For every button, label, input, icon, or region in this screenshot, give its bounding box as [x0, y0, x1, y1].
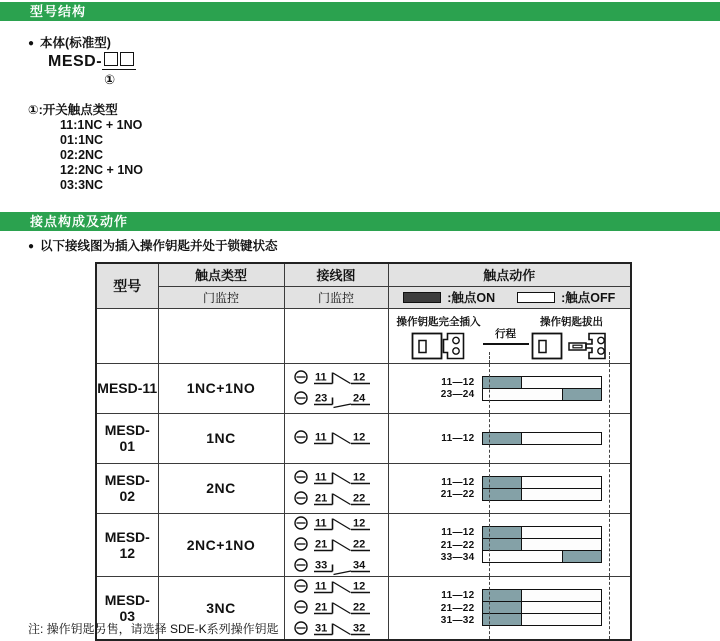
subheader-door-monitor-1: 门监控 — [158, 286, 284, 308]
svg-text:11: 11 — [315, 580, 327, 592]
wiring-contact-nc-icon — [293, 598, 379, 618]
svg-text:12: 12 — [353, 517, 366, 529]
wiring-contact-nc-icon — [293, 514, 379, 534]
bar-segment-off — [521, 539, 600, 550]
col-header-action: 触点动作 — [388, 263, 631, 286]
bar-segment-off — [483, 389, 563, 400]
model-number-pattern — [48, 52, 136, 71]
terminal-pair-label: 21—22 — [440, 602, 475, 614]
model-cell: MESD-11 — [96, 363, 158, 413]
action-row — [389, 489, 631, 501]
wiring-diagram — [285, 368, 388, 409]
bar-segment-off — [521, 377, 600, 388]
stroke-dash-line — [609, 464, 610, 513]
wiring-diagram — [285, 428, 388, 448]
svg-text:33: 33 — [315, 559, 328, 571]
action-bar — [482, 489, 602, 501]
wiring-diagram — [285, 577, 388, 639]
wiring-contact-nc-icon — [293, 489, 379, 509]
stroke-indicator — [483, 326, 529, 345]
type-option: 02:2NC — [60, 148, 104, 162]
legend-off-swatch-icon — [517, 292, 555, 303]
wiring-contact-no-icon — [293, 389, 379, 409]
action-bar — [482, 551, 602, 563]
bar-segment-off — [521, 433, 600, 444]
action-cell — [388, 463, 631, 513]
action-bars — [389, 589, 631, 626]
svg-text:22: 22 — [353, 492, 366, 504]
legend-off-label: :触点OFF — [561, 291, 616, 305]
wiring-cell — [284, 463, 388, 513]
svg-text:21: 21 — [315, 538, 328, 550]
wiring-diagram — [285, 468, 388, 509]
stroke-dash-line — [489, 364, 490, 413]
bar-segment-off — [521, 614, 600, 625]
action-row — [389, 432, 631, 445]
key-removed-label: 操作钥匙拔出 — [540, 316, 603, 328]
contact-state-legend — [389, 288, 631, 306]
type-option: 12:2NC + 1NO — [60, 163, 144, 177]
table-row — [96, 413, 631, 463]
stroke-dash-line — [609, 577, 610, 639]
action-row — [389, 602, 631, 614]
action-cell — [388, 513, 631, 576]
svg-text:32: 32 — [353, 622, 366, 634]
table-row — [96, 463, 631, 513]
action-bar — [482, 614, 602, 626]
terminal-pair-label: 11—12 — [441, 590, 475, 601]
action-cell — [388, 363, 631, 413]
key-state-diagram — [389, 310, 631, 361]
svg-text:31: 31 — [315, 622, 328, 634]
svg-text:22: 22 — [353, 538, 366, 550]
type-option: 03:3NC — [60, 178, 104, 192]
col-header-contact-type: 触点类型 — [158, 263, 284, 286]
action-row — [389, 539, 631, 551]
key-inserted-icon — [411, 331, 467, 361]
svg-text:21: 21 — [315, 492, 328, 504]
table-row — [96, 363, 631, 413]
stroke-dash-line — [489, 464, 490, 513]
model-cell: MESD-02 — [96, 463, 158, 513]
svg-text:11: 11 — [315, 371, 327, 383]
col-header-model: 型号 — [96, 263, 158, 308]
bar-segment-off — [483, 551, 563, 562]
wiring-cell — [284, 363, 388, 413]
terminal-pair-label: 31—32 — [440, 614, 475, 626]
svg-text:12: 12 — [353, 431, 366, 444]
bar-segment-off — [521, 590, 600, 601]
legend-cell — [388, 286, 631, 308]
empty-cell — [158, 308, 284, 363]
stroke-line-icon — [483, 343, 529, 345]
action-row — [389, 551, 631, 563]
key-inserted-group — [397, 314, 481, 361]
bar-segment-on — [562, 551, 600, 562]
model-digit-boxes — [102, 52, 136, 70]
digit-box-icon — [120, 52, 134, 66]
bullet-icon: ● — [28, 241, 35, 252]
type-option: 11:1NC + 1NO — [60, 118, 143, 132]
contact-type-cell: 3NC — [158, 576, 284, 640]
svg-text:21: 21 — [315, 601, 328, 613]
model-cell: MESD-12 — [96, 513, 158, 576]
wiring-contact-nc-icon — [293, 468, 379, 488]
wiring-cell — [284, 413, 388, 463]
contact-type-cell: 1NC — [158, 413, 284, 463]
action-bar — [482, 589, 602, 602]
action-bars — [389, 432, 631, 445]
stroke-dash-line — [609, 352, 610, 363]
contact-table-body — [96, 308, 631, 640]
circled-one-pointer: ① — [104, 72, 116, 87]
bullet-text: 以下接线图为插入操作钥匙并处于锁键状态 — [40, 239, 278, 253]
action-cell — [388, 576, 631, 640]
stroke-dash-line — [489, 352, 490, 363]
bullet-text: 本体(标准型) — [40, 36, 111, 50]
key-removed-group — [531, 314, 613, 361]
action-bar — [482, 389, 602, 401]
wiring-cell — [284, 576, 388, 640]
empty-cell — [284, 308, 388, 363]
wiring-cell — [284, 513, 388, 576]
action-row — [389, 476, 631, 489]
action-bar — [482, 526, 602, 539]
action-row — [389, 526, 631, 539]
key-inserted-label: 操作钥匙完全插入 — [396, 316, 481, 328]
action-row — [389, 389, 631, 401]
legend-on-label: :触点ON — [447, 291, 496, 305]
stroke-dash-line — [489, 514, 490, 576]
wiring-contact-nc-icon — [293, 619, 379, 639]
stroke-dash-line — [609, 414, 610, 463]
type-option: 01:1NC — [60, 133, 104, 147]
svg-text:12: 12 — [353, 580, 366, 592]
model-cell: MESD-03 — [96, 576, 158, 640]
action-row — [389, 589, 631, 602]
action-row — [389, 614, 631, 626]
stroke-dash-line — [489, 577, 490, 639]
action-bar — [482, 602, 602, 614]
wiring-contact-nc-icon — [293, 368, 379, 388]
terminal-pair-label: 11—12 — [441, 432, 475, 444]
contact-type-cell: 1NC+1NO — [158, 363, 284, 413]
bar-segment-off — [521, 477, 600, 488]
action-bars — [389, 376, 631, 401]
contact-type-heading: ①:开关触点类型 — [28, 103, 118, 117]
svg-text:34: 34 — [353, 559, 366, 571]
svg-text:22: 22 — [353, 601, 366, 613]
terminal-pair-label: 21—22 — [440, 539, 475, 551]
stroke-dash-line — [489, 414, 490, 463]
wiring-contact-no-icon — [293, 556, 379, 576]
stroke-dash-line — [609, 364, 610, 413]
empty-cell — [96, 308, 158, 363]
bar-segment-on — [562, 389, 600, 400]
terminal-pair-label: 21—22 — [440, 489, 475, 500]
svg-text:11: 11 — [315, 431, 327, 444]
contact-table — [95, 262, 632, 641]
bullet-icon: ● — [28, 38, 35, 49]
action-bars — [389, 476, 631, 501]
bar-segment-off — [521, 602, 600, 613]
contact-type-cell: 2NC — [158, 463, 284, 513]
action-bar — [482, 539, 602, 551]
contact-type-cell: 2NC+1NO — [158, 513, 284, 576]
svg-text:11: 11 — [315, 517, 327, 529]
section-title-contact-action: 接点构成及动作 — [0, 212, 720, 231]
stroke-dash-line — [609, 514, 610, 576]
action-bar — [482, 432, 602, 445]
svg-text:12: 12 — [353, 471, 366, 483]
action-row — [389, 376, 631, 389]
legend-on-swatch-icon — [403, 292, 441, 303]
model-prefix: MESD- — [48, 53, 103, 70]
digit-box-icon — [104, 52, 118, 66]
bar-segment-off — [521, 527, 600, 538]
svg-text:12: 12 — [353, 371, 366, 383]
action-bar — [482, 376, 602, 389]
wiring-contact-nc-icon — [293, 428, 379, 448]
bullet-line-wiring-note — [28, 236, 278, 254]
contact-type-option-list — [60, 118, 143, 193]
subheader-door-monitor-2: 门监控 — [284, 286, 388, 308]
terminal-pair-label: 23—24 — [440, 389, 475, 400]
svg-text:23: 23 — [315, 392, 328, 404]
action-bars — [389, 526, 631, 563]
terminal-pair-label: 11—12 — [441, 476, 475, 488]
key-removed-icon — [531, 331, 613, 361]
key-state-cell — [388, 308, 631, 363]
bar-segment-off — [521, 489, 600, 500]
wiring-contact-nc-icon — [293, 577, 379, 597]
model-cell: MESD-01 — [96, 413, 158, 463]
section-title-model-structure: 型号结构 — [0, 2, 720, 21]
action-cell — [388, 413, 631, 463]
wiring-contact-nc-icon — [293, 535, 379, 555]
stroke-label: 行程 — [495, 328, 516, 340]
table-row — [96, 513, 631, 576]
svg-text:24: 24 — [353, 392, 366, 404]
col-header-wiring: 接线图 — [284, 263, 388, 286]
action-bar — [482, 476, 602, 489]
footnote: 注: 操作钥匙另售，请选择 SDE-K系列操作钥匙 — [28, 622, 279, 636]
svg-text:11: 11 — [315, 471, 327, 483]
terminal-pair-label: 11—12 — [441, 527, 475, 538]
bullet-line-body-type — [28, 33, 111, 51]
terminal-pair-label: 33—34 — [440, 551, 475, 563]
terminal-pair-label: 11—12 — [441, 376, 475, 388]
wiring-diagram — [285, 514, 388, 576]
